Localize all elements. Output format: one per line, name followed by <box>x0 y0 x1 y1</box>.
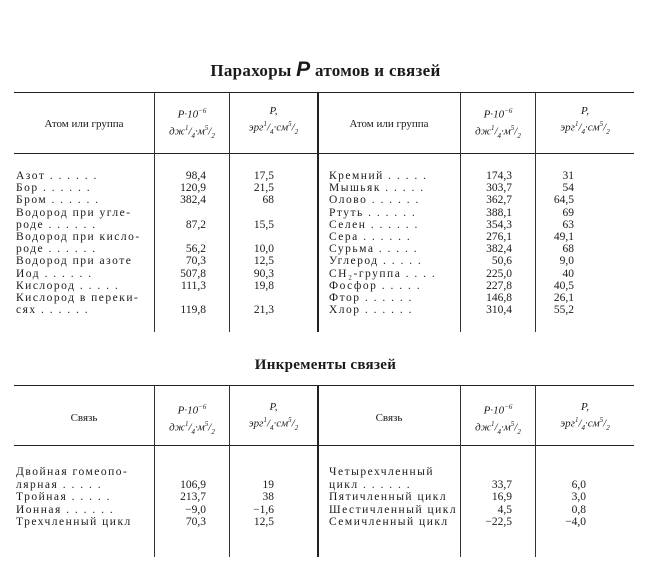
row-name: Четырехчленный <box>329 466 435 478</box>
row-value-p-cgs: 69 <box>562 206 574 219</box>
table1-header-p1-left: $P\cdot 10^{-6}$ $дж^1/_4\cdot м^5/_2$ <box>169 107 215 140</box>
row-value-p-si: 227,8 <box>486 279 512 292</box>
row-value-p-cgs: 26,1 <box>553 292 574 304</box>
row-value-p-si: 56,2 <box>185 243 206 256</box>
row-value-p-si: −22,5 <box>485 516 512 529</box>
row-name: Ртуть . . . . . . <box>329 206 417 219</box>
row-value-p-cgs: −1,6 <box>253 503 274 516</box>
row-name: роде . . . . . . <box>16 243 97 256</box>
table2-header-name-right: Связь <box>375 412 403 424</box>
table2-header-p1-left: $P\cdot 10^{-6}$ $дж^1/_4\cdot м^5/_2$ <box>169 403 215 436</box>
row-value-p-cgs: 12,5 <box>253 516 274 529</box>
table1-title-prefix: Парахоры <box>210 61 292 80</box>
row-name: Водород при азоте <box>16 255 133 268</box>
row-value-p-si: 213,7 <box>180 491 206 504</box>
row-value-p-cgs: 68 <box>562 243 574 256</box>
row-name: Пятичленный цикл <box>329 491 448 504</box>
row-name: Бор . . . . . . <box>16 182 92 195</box>
row-value-p-si: 354,3 <box>486 218 512 231</box>
row-value-p-si: 382,4 <box>180 194 206 207</box>
row-name: Кислород в переки- <box>16 292 140 304</box>
table1-header-p2-right: P, $эрг^1/_4\cdot см^5/_2$ <box>560 105 610 136</box>
row-value-p-cgs: 38 <box>262 491 274 504</box>
row-name: сях . . . . . . <box>16 304 90 317</box>
row-name: Сурьма . . . . . <box>329 243 419 256</box>
row-value-p-si: 50,6 <box>491 255 512 268</box>
row-value-p-si: 70,3 <box>185 516 206 529</box>
row-value-p-cgs: 17,5 <box>253 170 274 182</box>
row-value-p-si: 382,4 <box>486 243 512 256</box>
table1-header-name-left: Атом или группа <box>44 118 124 130</box>
row-value-p-cgs: 40 <box>562 267 574 280</box>
row-value-p-cgs: 54 <box>562 182 574 195</box>
row-value-p-cgs: 21,5 <box>253 182 274 195</box>
row-value-p-cgs: 63 <box>562 218 574 231</box>
row-name: Олово . . . . . . <box>329 194 420 207</box>
row-name: Мышьяк . . . . . <box>329 182 425 195</box>
row-value-p-si: 98,4 <box>185 170 206 182</box>
row-value-p-cgs: 19 <box>262 478 274 491</box>
row-value-p-cgs: 10,0 <box>253 243 274 256</box>
row-name: Бром . . . . . . <box>16 194 100 207</box>
row-value-p-cgs: 9,0 <box>559 255 574 268</box>
row-value-p-si: 70,3 <box>185 255 206 268</box>
row-name: лярная . . . . . <box>16 478 103 491</box>
row-value-p-cgs: 0,8 <box>571 503 586 516</box>
row-value-p-cgs: 19,8 <box>253 279 274 292</box>
row-name: Шестичленный цикл <box>329 503 458 516</box>
row-value-p-si: 310,4 <box>486 304 512 317</box>
row-name: роде . . . . . . <box>16 218 97 231</box>
row-value-p-si: 362,7 <box>486 194 512 207</box>
row-value-p-si: 16,9 <box>491 491 512 504</box>
row-value-p-si: −9,0 <box>185 503 206 516</box>
row-value-p-si: 106,9 <box>180 478 206 491</box>
row-value-p-si: 146,8 <box>486 292 512 304</box>
table1-title <box>0 58 651 82</box>
row-name: Фосфор . . . . . <box>329 279 422 292</box>
row-value-p-si: 87,2 <box>185 218 206 231</box>
row-value-p-cgs: −4,0 <box>565 516 586 529</box>
row-value-p-si: 507,8 <box>180 267 206 280</box>
row-name: Кислород . . . . . <box>16 279 120 292</box>
row-name: Тройная . . . . . <box>16 491 112 504</box>
row-value-p-si: 303,7 <box>486 182 512 195</box>
row-name: CH₂-группа . . . . <box>329 267 437 280</box>
row-name: Сера . . . . . . <box>329 231 412 243</box>
row-value-p-si: 174,3 <box>486 170 512 182</box>
row-value-p-si: 119,8 <box>180 304 206 317</box>
row-name: Иод . . . . . . <box>16 267 93 280</box>
row-value-p-si: 4,5 <box>497 503 512 516</box>
row-name: Кремний . . . . . <box>329 170 428 182</box>
table1-header-rule <box>14 153 634 154</box>
row-name: Углерод . . . . . <box>329 255 423 268</box>
row-value-p-cgs: 40,5 <box>553 279 574 292</box>
row-value-p-cgs: 15,5 <box>253 218 274 231</box>
row-value-p-cgs: 90,3 <box>253 267 274 280</box>
table1-top-rule <box>14 92 634 93</box>
row-name: Трехчленный цикл <box>16 516 132 529</box>
table2-header-rule <box>14 445 634 446</box>
row-value-p-cgs: 55,2 <box>553 304 574 317</box>
row-value-p-cgs: 31 <box>562 170 574 182</box>
row-value-p-cgs: 6,0 <box>571 478 586 491</box>
table1-title-suffix: атомов и связей <box>314 61 441 80</box>
row-value-p-si: 225,0 <box>486 267 512 280</box>
table1-header-name-right: Атом или группа <box>349 118 429 130</box>
table2-center-divider <box>317 385 319 557</box>
row-name: Ионная . . . . . . <box>16 503 115 516</box>
table2-title: Инкременты связей <box>254 357 397 373</box>
row-name: Водород при кисло- <box>16 231 141 243</box>
row-name: Селен . . . . . . <box>329 218 419 231</box>
row-value-p-si: 111,3 <box>180 279 206 292</box>
table2-header-name-left: Связь <box>70 412 98 424</box>
table2-top-rule <box>14 385 634 386</box>
table1-title-symbol: P <box>296 58 311 81</box>
row-name: Семичленный цикл <box>329 516 449 529</box>
row-value-p-si: 120,9 <box>180 182 206 195</box>
row-name: Фтор . . . . . . <box>329 292 413 304</box>
row-name: Водород при угле- <box>16 206 132 219</box>
row-name: Хлор . . . . . . <box>329 304 414 317</box>
row-name: цикл . . . . . . <box>329 478 412 491</box>
table2-header-p1-right: $P\cdot 10^{-6}$ $дж^1/_4\cdot м^5/_2$ <box>475 403 521 436</box>
table1-header-p1-right: $P\cdot 10^{-6}$ $дж^1/_4\cdot м^5/_2$ <box>475 107 521 140</box>
row-value-p-cgs: 12,5 <box>253 255 274 268</box>
row-value-p-si: 388,1 <box>486 206 512 219</box>
row-value-p-cgs: 49,1 <box>553 231 574 243</box>
row-value-p-cgs: 21,3 <box>253 304 274 317</box>
row-value-p-cgs: 68 <box>262 194 274 207</box>
row-name: Двойная гомеопо- <box>16 466 129 478</box>
row-value-p-si: 33,7 <box>491 478 512 491</box>
row-value-p-si: 276,1 <box>486 231 512 243</box>
table1-header-p2-left: P, $эрг^1/_4\cdot см^5/_2$ <box>248 105 299 136</box>
row-name: Азот . . . . . . <box>16 170 98 182</box>
table2-header-p2-left: P, $эрг^1/_4\cdot см^5/_2$ <box>248 401 299 432</box>
table2-header-p2-right: P, $эрг^1/_4\cdot см^5/_2$ <box>560 401 610 432</box>
row-value-p-cgs: 3,0 <box>571 491 586 504</box>
row-value-p-cgs: 64,5 <box>553 194 574 207</box>
